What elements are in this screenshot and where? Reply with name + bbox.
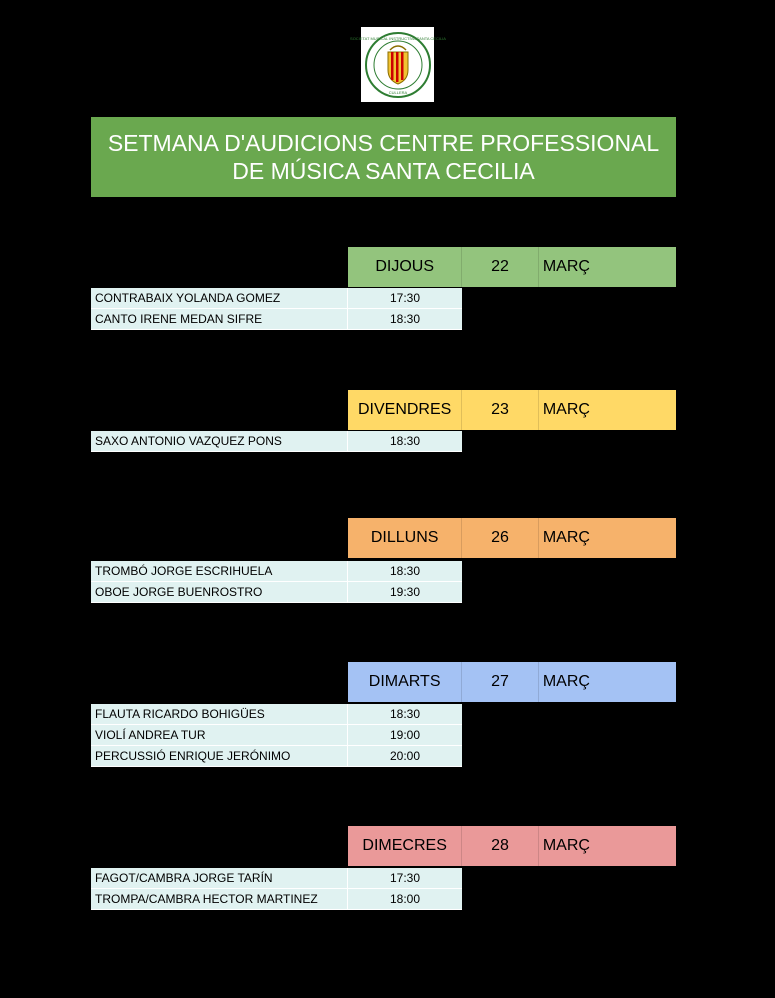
performance-time: 20:00 — [389, 749, 421, 763]
day-month: MARÇ — [542, 837, 590, 854]
crest-text-bottom: CULLERA — [388, 89, 407, 95]
performer-name: VIOLÍ ANDREA TUR — [91, 725, 348, 745]
day-number: 22 — [462, 247, 539, 287]
performance-time: 18:00 — [389, 892, 421, 906]
audition-list — [91, 704, 462, 767]
page-title — [91, 117, 676, 197]
performer-name: TROMBÓ JORGE ESCRIHUELA — [91, 561, 348, 581]
day-header — [348, 826, 676, 866]
day-name: DIJOUS — [348, 247, 462, 287]
performer-name: CANTO IRENE MEDAN SIFRE — [91, 309, 348, 329]
day-number: 28 — [462, 826, 539, 866]
audition-list — [91, 868, 462, 910]
performance-time: 19:30 — [389, 585, 421, 599]
day-month: MARÇ — [542, 258, 590, 275]
day-header — [348, 247, 676, 287]
title-line-2: DE MÚSICA SANTA CECILIA — [232, 158, 535, 184]
performance-time: 17:30 — [389, 871, 421, 885]
performance-time: 18:30 — [389, 707, 421, 721]
day-header — [348, 662, 676, 702]
table-row — [91, 868, 462, 889]
performer-name: SAXO ANTONIO VAZQUEZ PONS — [91, 431, 348, 451]
crest-icon — [349, 30, 446, 100]
audition-list — [91, 431, 462, 452]
day-name: DILLUNS — [348, 518, 462, 558]
audition-list — [91, 288, 462, 330]
table-row — [91, 431, 462, 452]
crest-text: SOCIETAT MUSICAL INSTRUCTIVA SANTA CECILIA — [349, 35, 446, 41]
day-month: MARÇ — [542, 529, 590, 546]
day-name: DIMARTS — [348, 662, 462, 702]
day-number: 27 — [462, 662, 539, 702]
table-row — [91, 288, 462, 309]
school-crest-logo — [349, 27, 446, 102]
day-month: MARÇ — [542, 401, 590, 418]
day-month: MARÇ — [542, 673, 590, 690]
table-row — [91, 309, 462, 330]
performer-name: FLAUTA RICARDO BOHIGÜES — [91, 704, 348, 724]
table-row — [91, 889, 462, 910]
day-name: DIMECRES — [348, 826, 462, 866]
performer-name: TROMPA/CAMBRA HECTOR MARTINEZ — [91, 889, 348, 909]
day-header — [348, 518, 676, 558]
day-name: DIVENDRES — [348, 390, 462, 430]
performer-name: OBOE JORGE BUENROSTRO — [91, 582, 348, 602]
table-row — [91, 725, 462, 746]
performance-time: 18:30 — [389, 312, 421, 326]
table-row — [91, 704, 462, 725]
performance-time: 19:00 — [389, 728, 421, 742]
day-number: 26 — [462, 518, 539, 558]
performance-time: 17:30 — [389, 291, 421, 305]
performance-time: 18:30 — [389, 564, 421, 578]
title-line-1: SETMANA D'AUDICIONS CENTRE PROFESSIONAL — [107, 130, 660, 156]
performance-time: 18:30 — [389, 434, 421, 448]
day-number: 23 — [462, 390, 539, 430]
performer-name: PERCUSSIÓ ENRIQUE JERÓNIMO — [91, 746, 348, 766]
performer-name: FAGOT/CAMBRA JORGE TARÍN — [91, 868, 348, 888]
table-row — [91, 746, 462, 767]
table-row — [91, 561, 462, 582]
day-header — [348, 390, 676, 430]
performer-name: CONTRABAIX YOLANDA GOMEZ — [91, 288, 348, 308]
table-row — [91, 582, 462, 603]
audition-list — [91, 561, 462, 603]
